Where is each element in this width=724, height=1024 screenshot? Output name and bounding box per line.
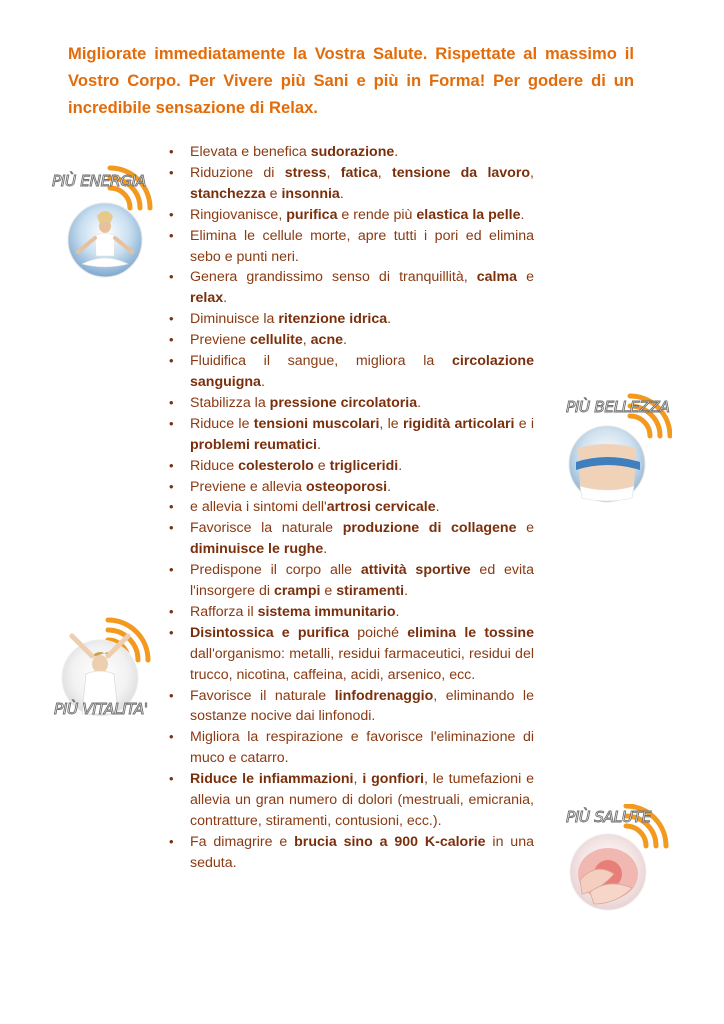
bullet-icon: •	[169, 520, 174, 536]
benefit-text: in una seduta.	[190, 833, 534, 871]
benefit-text: Genera grandissimo senso di tranquillità,	[190, 269, 477, 286]
bullet-icon: •	[169, 729, 174, 745]
benefit-text: Elevata e benefica	[190, 144, 311, 160]
benefit-text: Previene	[190, 332, 250, 349]
badge-label-bellezza: PIÙ BELLEZZA	[566, 398, 670, 416]
benefit-text: e allevia i sintomi dell'	[190, 499, 327, 516]
benefit-keyword: fatica	[340, 164, 378, 181]
bullet-icon: •	[169, 206, 174, 222]
benefit-text: , le	[379, 415, 403, 432]
benefit-item	[166, 393, 534, 414]
benefit-keyword: cellulite	[249, 332, 303, 349]
benefit-text: Previene e allevia	[190, 478, 306, 495]
benefit-text: ed evita l'insorgere di	[190, 562, 534, 600]
benefit-keyword: elastica la pelle	[416, 206, 521, 223]
bullet-icon: •	[169, 771, 174, 787]
benefit-text: Riduzione di	[190, 164, 285, 181]
benefit-text: .	[404, 583, 409, 600]
benefit-text: ,	[353, 771, 363, 788]
badge-piu-energia	[48, 160, 158, 280]
benefit-keyword: stiramenti	[336, 583, 405, 600]
bullet-icon: •	[169, 833, 174, 849]
bullet-icon: •	[169, 227, 174, 243]
benefit-keyword: produzione di collagene	[342, 520, 517, 537]
benefit-keyword: Disintossica e purifica	[190, 624, 350, 641]
benefit-text: .	[394, 144, 399, 160]
benefit-item	[166, 309, 534, 330]
benefit-text: Diminuisce la	[190, 311, 279, 328]
benefit-item	[166, 518, 534, 560]
bullet-icon: •	[169, 603, 174, 619]
bullet-icon: •	[169, 164, 174, 180]
benefit-keyword: tensione da lavoro	[392, 164, 531, 181]
bullet-icon: •	[169, 457, 174, 473]
benefit-text: Predispone il corpo alle	[190, 562, 361, 579]
benefit-text: .	[343, 332, 347, 349]
benefit-text: Riduce le	[190, 415, 254, 432]
benefit-text: e	[265, 185, 282, 202]
benefit-keyword: artrosi cervicale	[326, 499, 436, 516]
benefit-text: .	[417, 394, 422, 411]
badge-label-vitalita: PIÙ VITALITA'	[54, 700, 148, 718]
bullet-icon: •	[169, 394, 174, 410]
benefit-text: Migliora la respirazione e favorisce l'eliminazione di muco e catarro.	[190, 729, 534, 767]
benefit-text: ,	[326, 164, 341, 181]
benefit-text: .	[387, 478, 392, 495]
benefit-keyword: sistema immunitario	[257, 603, 396, 620]
benefit-keyword: calma	[476, 269, 518, 286]
benefit-item	[166, 560, 534, 602]
bullet-icon: •	[169, 624, 174, 640]
benefit-keyword: brucia sino a 900 K-calorie	[294, 833, 486, 850]
benefit-item	[166, 267, 534, 309]
benefit-keyword: attività sportive	[360, 562, 471, 579]
benefit-text: , le tumefazioni e allevia un gran numero di dolori (mestruali, emicrania, contratture, stiramenti, contusioni, ecc.).	[190, 771, 534, 829]
benefit-keyword: trigliceridi	[329, 457, 399, 474]
benefit-keyword: rigidità articolari	[402, 415, 515, 432]
bullet-icon: •	[169, 353, 174, 369]
bullet-icon: •	[169, 499, 174, 515]
benefit-keyword: linfodrenaggio	[334, 687, 434, 704]
benefit-item	[166, 623, 534, 686]
benefit-keyword: elimina le tossine	[407, 624, 534, 641]
bullet-icon: •	[169, 415, 174, 431]
benefit-keyword: pressione circolatoria	[269, 394, 418, 411]
benefit-text: e rende più	[337, 206, 417, 223]
benefit-text: .	[435, 499, 440, 516]
benefit-text: .	[223, 290, 228, 307]
benefits-list	[166, 142, 534, 874]
benefit-text: e	[313, 457, 330, 474]
benefit-keyword: insonnia	[281, 185, 340, 202]
benefit-text: .	[398, 457, 403, 474]
benefit-text: e	[516, 520, 534, 537]
benefit-text: .	[323, 541, 328, 558]
benefit-text: Fa dimagrire e	[190, 833, 295, 850]
badge-label-salute: PIÙ SALUTE	[566, 808, 651, 826]
benefit-text: Fluidifica il sangue, migliora la	[190, 353, 452, 370]
benefit-text: ,	[377, 164, 393, 181]
benefit-item	[166, 456, 534, 477]
benefit-text: Favorisce il naturale	[190, 687, 335, 704]
bullet-icon: •	[169, 687, 174, 703]
benefit-item	[166, 351, 534, 393]
benefit-keyword: tensioni muscolari	[253, 415, 380, 432]
benefit-text: Favorisce la naturale	[190, 520, 343, 537]
bullet-icon: •	[169, 144, 174, 159]
benefit-text: .	[339, 185, 344, 202]
benefit-item	[166, 142, 534, 163]
badge-piu-vitalita	[48, 606, 160, 724]
badge-piu-bellezza	[562, 390, 672, 508]
benefit-text: Rafforza il	[190, 603, 258, 620]
benefit-item	[166, 602, 534, 623]
benefit-keyword: acne	[310, 332, 344, 349]
benefit-item	[166, 769, 534, 832]
bullet-icon: •	[169, 269, 174, 285]
benefit-keyword: stanchezza	[190, 185, 266, 202]
benefit-item	[166, 686, 534, 728]
benefit-text: ,	[302, 332, 311, 349]
benefit-text: , eliminando le sostanze nocive dai linfonodi.	[190, 687, 534, 725]
bullet-icon: •	[169, 332, 174, 348]
benefit-text: Ringiovanisce,	[190, 206, 287, 223]
benefit-item	[166, 477, 534, 498]
benefit-item	[166, 414, 534, 456]
benefit-item	[166, 497, 534, 518]
bullet-icon: •	[169, 311, 174, 327]
benefit-keyword: purifica	[286, 206, 338, 223]
benefit-item	[166, 330, 534, 351]
benefit-keyword: ritenzione idrica	[278, 311, 388, 328]
benefit-keyword: crampi	[273, 583, 321, 600]
benefit-keyword: stress	[284, 164, 327, 181]
benefit-keyword: relax	[190, 290, 224, 307]
benefit-item	[166, 832, 534, 874]
bullet-icon: •	[169, 562, 174, 578]
benefit-keyword: colesterolo	[238, 457, 314, 474]
benefit-text: e	[517, 269, 534, 286]
benefit-text: ,	[530, 164, 534, 181]
benefit-keyword: i gonfiori	[362, 771, 424, 788]
benefit-text: e i	[514, 415, 535, 432]
benefit-text: Elimina le cellule morte, apre tutti i pori ed elimina sebo e punti neri.	[190, 227, 534, 265]
benefit-text: dall'organismo: metalli, residui farmaceutici, residui del trucco, nicotina, caffeina, acidi, arsenico, ecc.	[190, 645, 534, 683]
benefit-text: poiché	[349, 624, 408, 641]
benefit-text: e	[320, 583, 337, 600]
benefit-keyword: osteoporosi	[305, 478, 388, 495]
benefit-item	[166, 226, 534, 268]
benefit-item	[166, 727, 534, 769]
benefit-text: .	[520, 206, 525, 223]
benefit-text: .	[260, 373, 265, 390]
badge-label-energia: PIÙ ENERGIA	[52, 172, 146, 190]
benefit-text: Riduce	[190, 457, 239, 474]
benefit-text: .	[387, 311, 392, 328]
benefit-keyword: Riduce le infiammazioni	[190, 771, 354, 788]
benefit-keyword: problemi reumatici	[190, 436, 317, 453]
benefit-item	[166, 205, 534, 226]
benefit-text: .	[316, 436, 321, 453]
benefit-text: .	[395, 603, 400, 620]
benefit-text: Stabilizza la	[190, 394, 270, 411]
benefit-keyword: diminuisce le rughe	[190, 541, 324, 558]
benefit-keyword: circolazione sanguigna	[190, 353, 534, 390]
benefit-keyword: sudorazione	[310, 144, 395, 160]
page-headline: Migliorate immediatamente la Vostra Salute. Rispettate al massimo il Vostro Corpo. Per Vivere più Sani e più in Forma! Per godere di un incredibile sensazione di Relax.	[68, 44, 634, 117]
badge-piu-salute	[560, 804, 672, 916]
benefit-item	[166, 163, 534, 205]
bullet-icon: •	[169, 478, 174, 494]
